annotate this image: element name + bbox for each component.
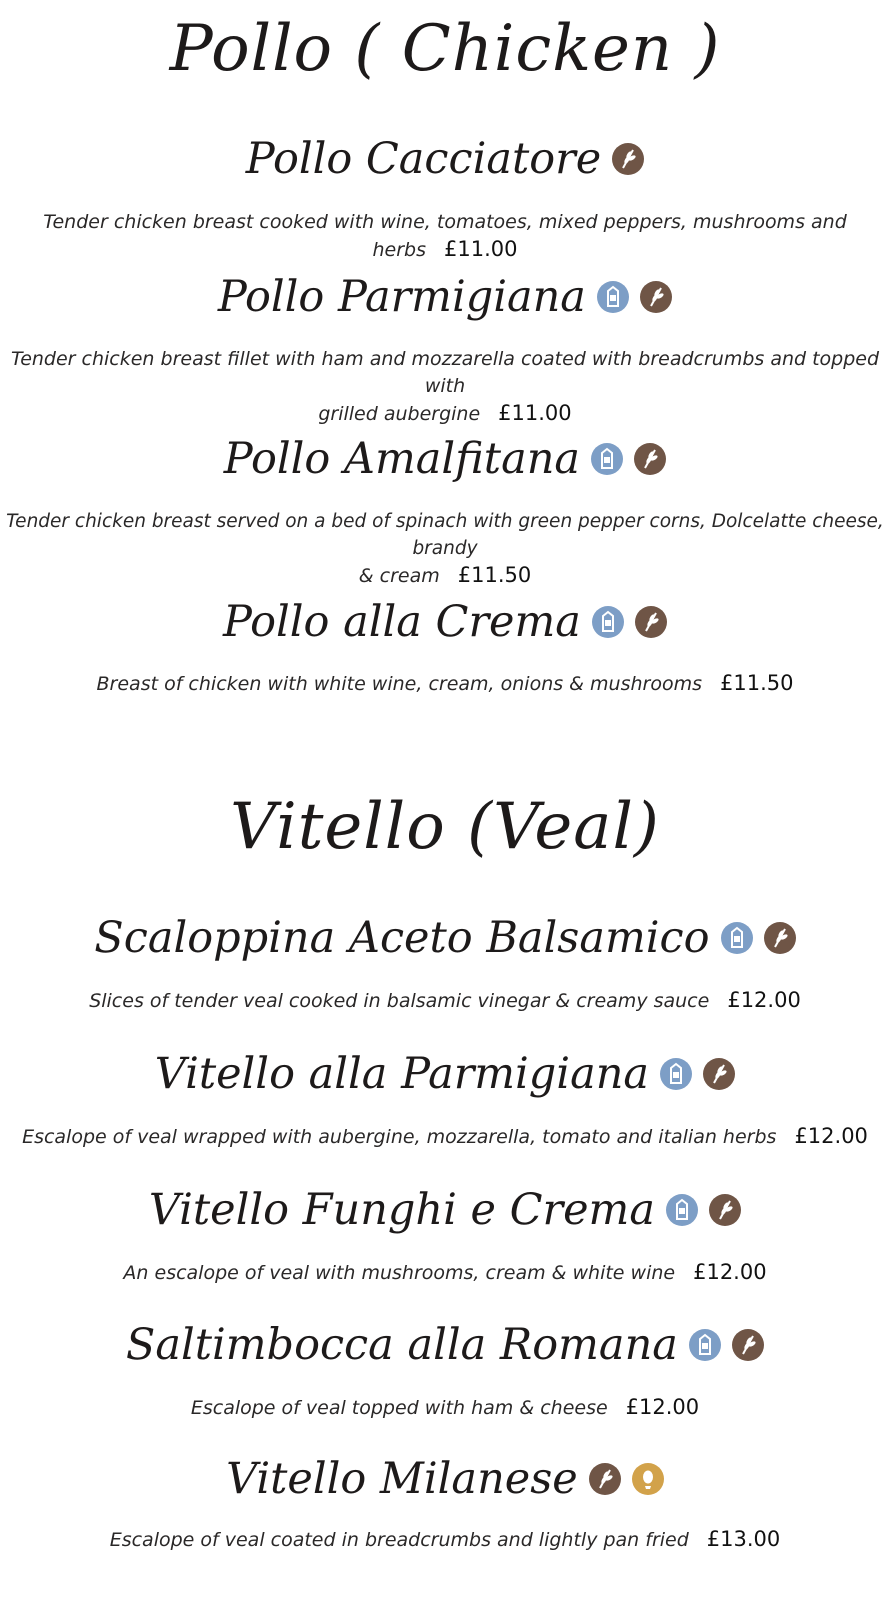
dish-title-vitello-parmigiana <box>0 1049 890 1099</box>
dish-row-vitello-milanese <box>0 1526 890 1554</box>
dish-description-line: Tender chicken breast fillet with ham and mozzarella coated with breadcrumbs and topped with <box>10 348 880 397</box>
dish-description: Escalope of veal coated in breadcrumbs and lightly pan fried <box>109 1529 689 1551</box>
dish-price: £12.00 <box>693 1260 767 1284</box>
dish-name: Pollo Parmigiana <box>217 272 586 322</box>
dish-price: £12.00 <box>794 1124 868 1148</box>
dairy-icon <box>660 1058 692 1090</box>
gluten-icon <box>634 443 666 475</box>
dish-name: Pollo Cacciatore <box>245 134 602 184</box>
gluten-icon <box>732 1329 764 1361</box>
section-title-veal: Vitello (Veal) <box>230 790 660 864</box>
dish-description: An escalope of veal with mushrooms, cream & white wine <box>123 1262 676 1284</box>
dish-title-pollo-cacciatore <box>0 134 890 184</box>
dish-name: Pollo alla Crema <box>222 597 581 647</box>
dish-title-pollo-amalfitana <box>0 434 890 484</box>
dish-description-line: & cream <box>358 565 440 587</box>
dish-name: Vitello Milanese <box>226 1454 578 1504</box>
dish-title-vitello-milanese <box>0 1454 890 1504</box>
dish-row-vitello-parmigiana <box>0 1123 890 1151</box>
dish-name: Pollo Amalfitana <box>223 434 581 484</box>
dish-name: Scaloppina Aceto Balsamico <box>94 913 710 963</box>
dairy-icon <box>689 1329 721 1361</box>
gluten-icon <box>612 143 644 175</box>
dish-row-vitello-funghi <box>0 1259 890 1287</box>
gluten-icon <box>764 922 796 954</box>
dish-price: £11.50 <box>457 563 532 587</box>
dish-description: Escalope of veal topped with ham & cheese <box>190 1397 608 1419</box>
egg-icon <box>632 1463 664 1495</box>
dish-price: £12.00 <box>625 1395 700 1419</box>
dish-row-pollo-alla-crema <box>0 670 890 698</box>
dish-price: £11.00 <box>444 237 518 261</box>
section-title-chicken: Pollo ( Chicken ) <box>169 12 721 86</box>
dish-title-scaloppina <box>0 913 890 963</box>
dish-description: Tender chicken breast cooked with wine, tomatoes, mixed peppers, mushrooms and herbs <box>43 211 847 261</box>
gluten-icon <box>709 1194 741 1226</box>
dish-price: £11.50 <box>719 671 794 695</box>
dish-price: £12.00 <box>727 988 801 1012</box>
dairy-icon <box>666 1194 698 1226</box>
dish-row-pollo-cacciatore <box>0 209 890 264</box>
dish-title-vitello-funghi <box>0 1185 890 1235</box>
gluten-icon <box>703 1058 735 1090</box>
gluten-icon <box>589 1463 621 1495</box>
gluten-icon <box>635 606 667 638</box>
dairy-icon <box>591 443 623 475</box>
dish-description: Slices of tender veal cooked in balsamic vinegar & creamy sauce <box>89 990 710 1012</box>
dish-description: Breast of chicken with white wine, cream, onions & mushrooms <box>96 673 702 695</box>
dish-price: £11.00 <box>498 401 572 425</box>
dairy-icon <box>597 281 629 313</box>
dish-description-line: grilled aubergine <box>318 403 481 425</box>
dish-row-scaloppina <box>0 987 890 1015</box>
dish-title-pollo-parmigiana <box>0 272 890 322</box>
dish-name: Vitello alla Parmigiana <box>154 1049 650 1099</box>
dish-name: Vitello Funghi e Crema <box>148 1185 655 1235</box>
dish-title-pollo-alla-crema <box>0 597 890 647</box>
dairy-icon <box>721 922 753 954</box>
dish-price: £13.00 <box>706 1527 781 1551</box>
dish-description-line: Tender chicken breast served on a bed of spinach with green pepper corns, Dolcelatte cheese, brandy <box>6 511 884 559</box>
dish-row-saltimbocca <box>0 1394 890 1422</box>
dish-desc-pollo-amalfitana <box>0 508 890 590</box>
dish-description: Escalope of veal wrapped with aubergine, mozzarella, tomato and italian herbs <box>22 1126 777 1148</box>
dish-title-saltimbocca <box>0 1320 890 1370</box>
dish-name: Saltimbocca alla Romana <box>125 1320 678 1370</box>
gluten-icon <box>640 281 672 313</box>
dairy-icon <box>592 606 624 638</box>
dish-desc-pollo-parmigiana <box>0 346 890 428</box>
